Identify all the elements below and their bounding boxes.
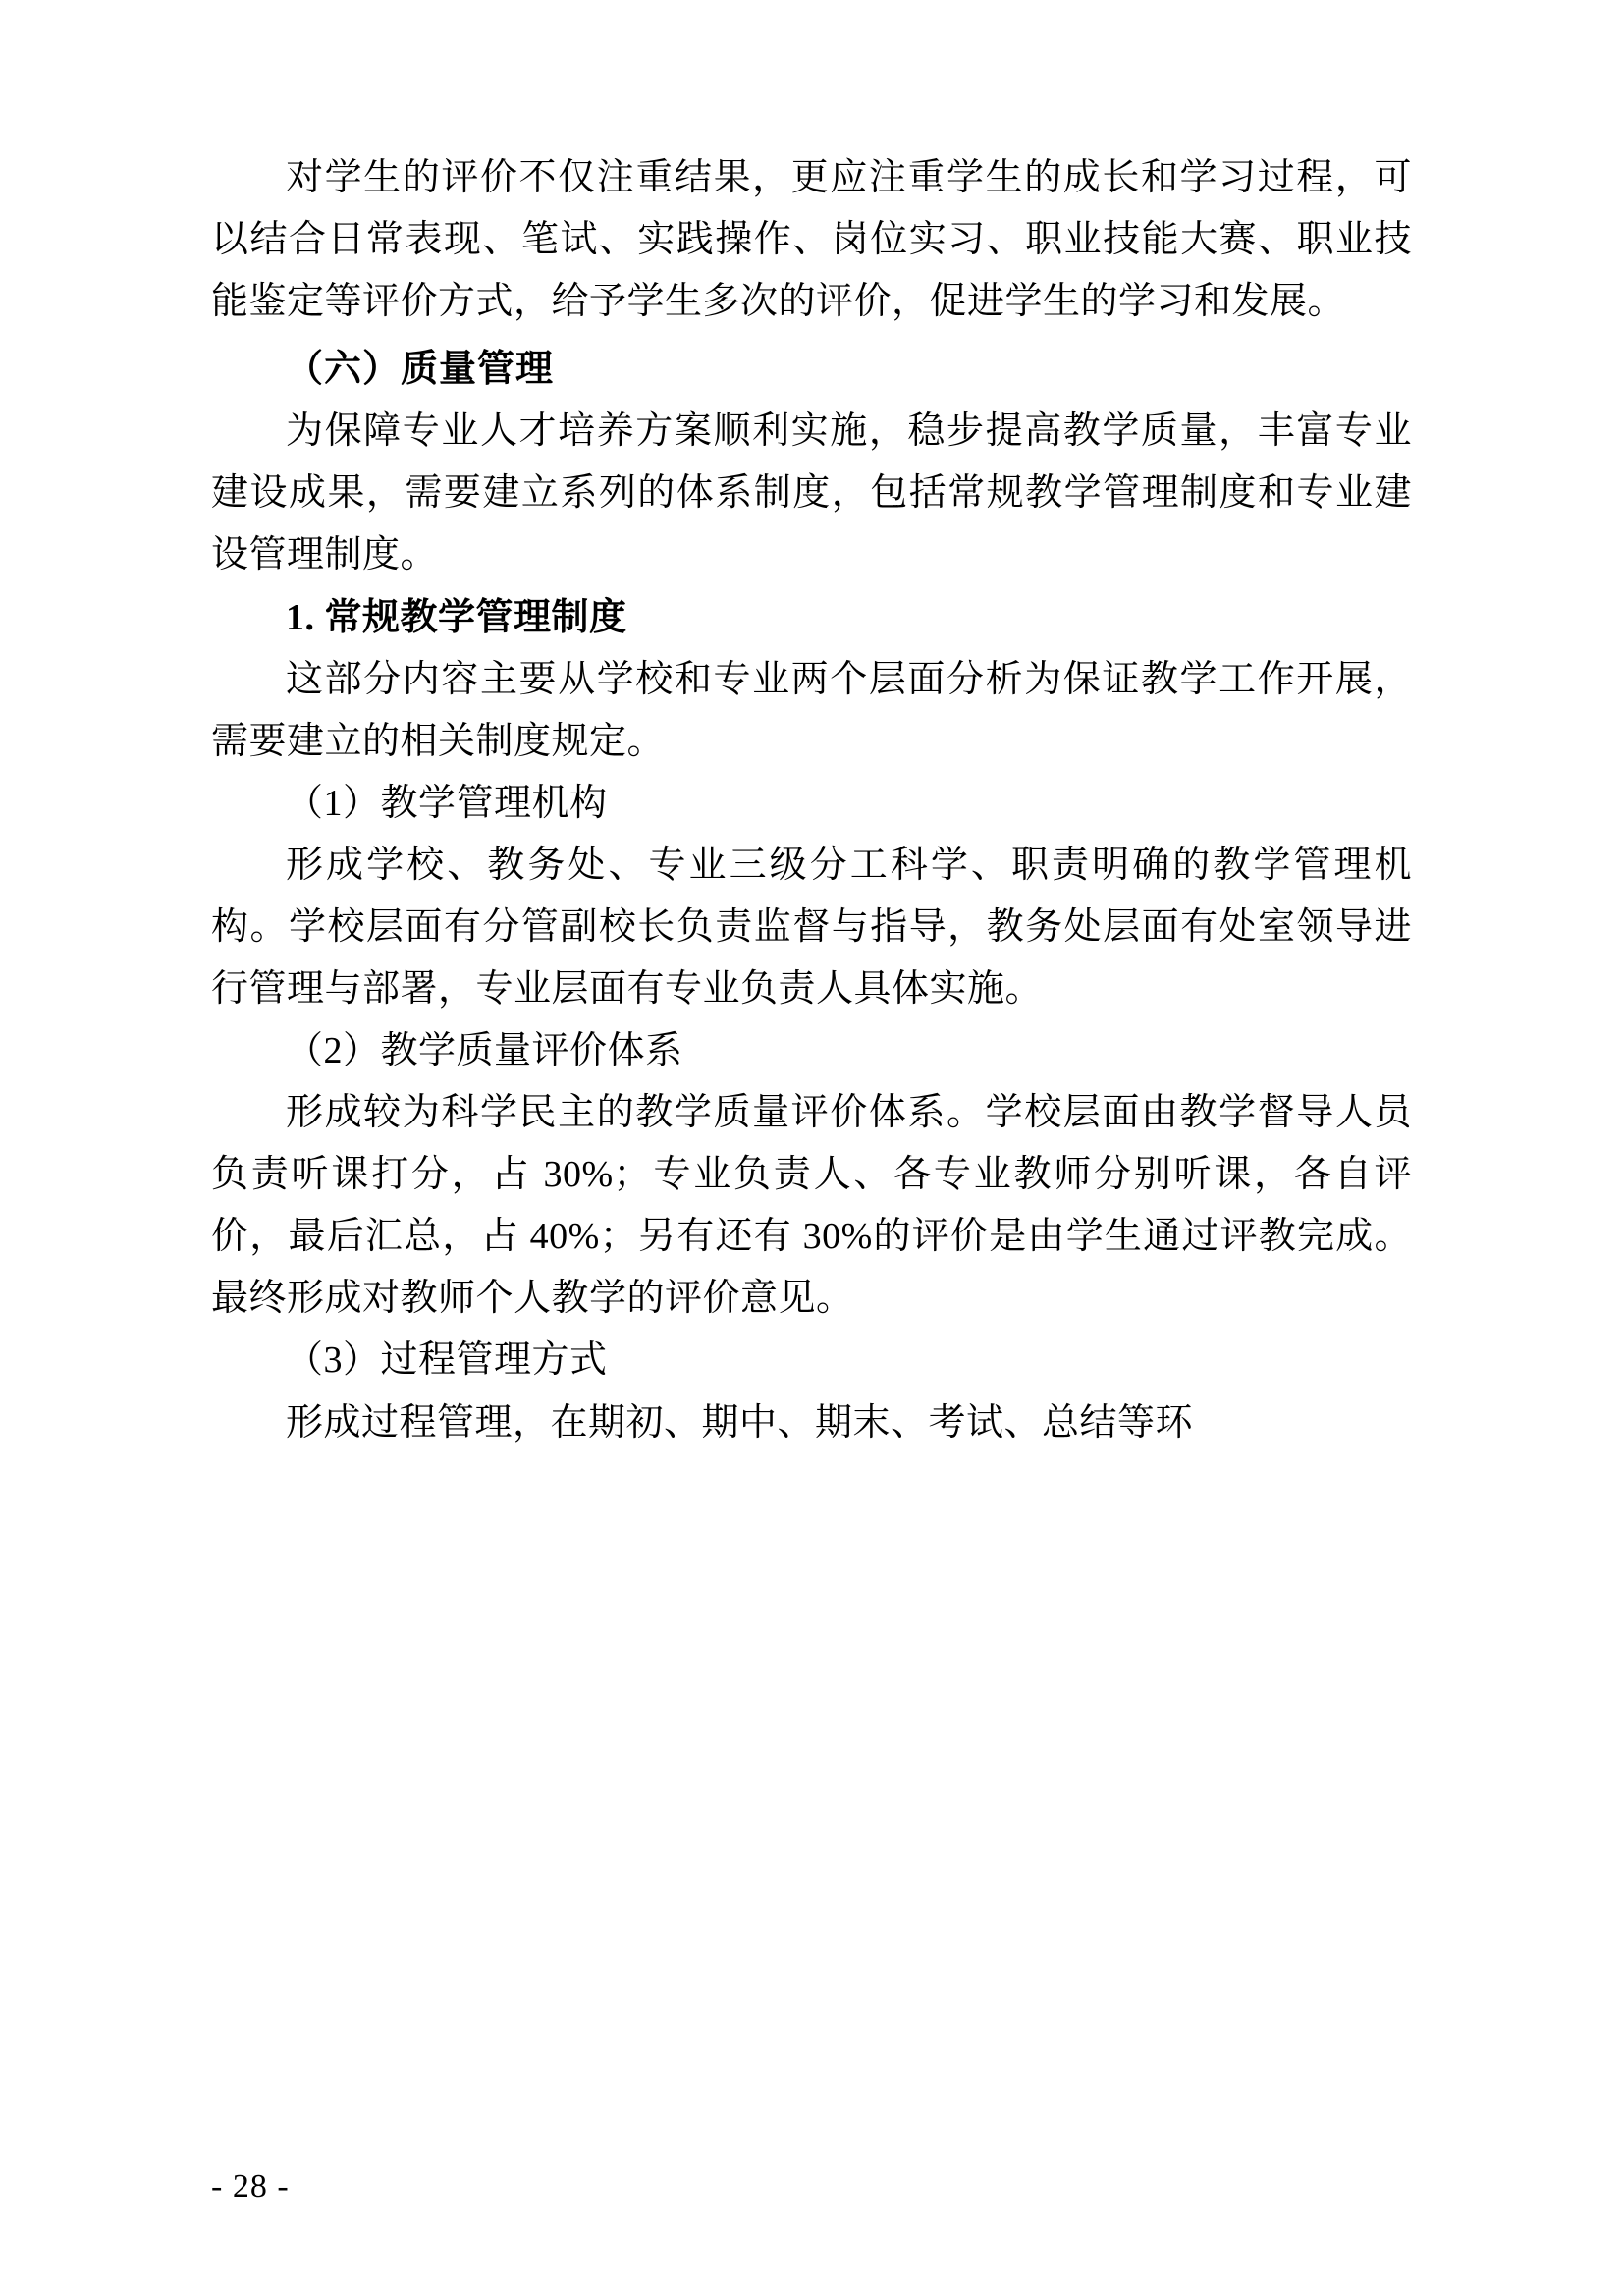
paragraph-quality-intro: 为保障专业人才培养方案顺利实施，稳步提高教学质量，丰富专业建设成果，需要建立系列的体系制度，包括常规教学管理制度和专业建设管理制度。	[211, 410, 1412, 576]
paragraph-item-1-title: （1）教学管理机构	[286, 782, 608, 824]
paragraph-scope-description: 这部分内容主要从学校和专业两个层面分析为保证教学工作开展，需要建立的相关制度规定。	[211, 658, 1412, 762]
paragraph-item-1-body: 形成学校、教务处、专业三级分工科学、职责明确的教学管理机构。学校层面有分管副校长负责监督与指导，教务处层面有处室领导进行管理与部署，专业层面有专业负责人具体实施。	[211, 844, 1412, 1011]
paragraph-item-3-title: （3）过程管理方式	[286, 1339, 608, 1382]
paragraph-item-2-title: （2）教学质量评价体系	[286, 1030, 683, 1072]
paragraph-item-2-body: 形成较为科学民主的教学质量评价体系。学校层面由教学督导人员负责听课打分，占 30%；专业负责人、各专业教师分别听课，各自评价，最后汇总，占 40%；另有还有 30%的评价是由学生通过评教完成。最终形成对教师个人教学的评价意见。	[211, 1092, 1412, 1320]
paragraph-evaluation-intro: 对学生的评价不仅注重结果，更应注重学生的成长和学习过程，可以结合日常表现、笔试、实践操作、岗位实习、职业技能大赛、职业技能鉴定等评价方式，给予学生多次的评价，促进学生的学习和发展。	[211, 157, 1412, 323]
paragraph-item-3-body: 形成过程管理，在期初、期中、期末、考试、总结等环	[286, 1401, 1194, 1444]
heading-routine-teaching-system: 1. 常规教学管理制度	[286, 596, 627, 638]
page-number: - 28 -	[211, 2168, 290, 2205]
heading-quality-management: （六）质量管理	[286, 349, 555, 391]
